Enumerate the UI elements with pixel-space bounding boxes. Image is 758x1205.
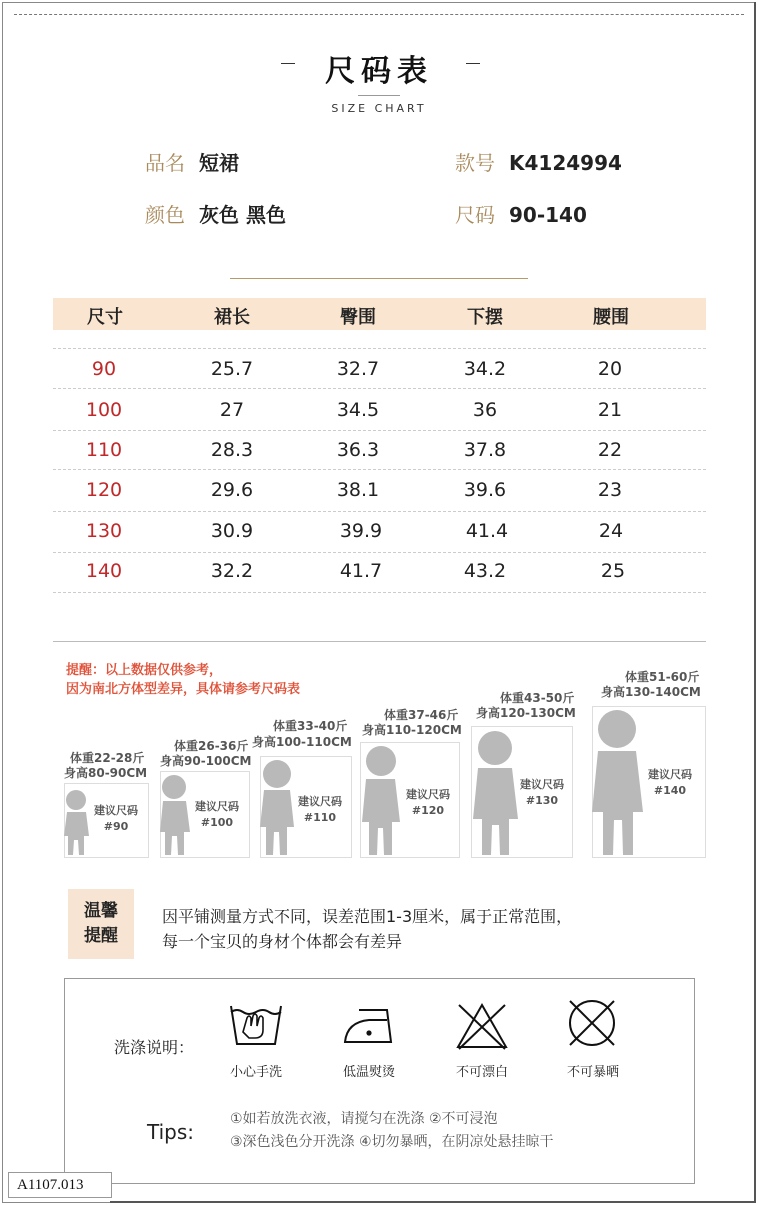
kid-height: 身高110-120CM [362, 723, 462, 737]
kid-weight: 体重37-46斤 [384, 708, 459, 722]
row-divider [53, 511, 706, 512]
table-cell: 41.4 [465, 520, 509, 542]
kid-suggest: 建议尺码 [94, 804, 138, 817]
row-divider [53, 552, 706, 553]
gold-divider [230, 278, 528, 279]
kid-size: #100 [200, 816, 234, 829]
frame-edge-bottom [110, 1201, 756, 1203]
table-cell: 32.2 [210, 560, 254, 582]
kid-suggest: 建议尺码 [520, 778, 564, 791]
notice-line-2: 因为南北方体型差异，具体请参考尺码表 [66, 682, 301, 697]
tips-label: Tips: [147, 1120, 195, 1144]
title-dash-right [466, 63, 480, 64]
table-cell-size: 120 [85, 479, 123, 501]
table-cell: 34.5 [336, 399, 380, 421]
info-style [455, 147, 622, 176]
info-name-value: 短裙 [199, 151, 239, 175]
section-divider [53, 641, 706, 642]
product-code: A1107.013 [8, 1172, 112, 1198]
table-cell: 29.6 [210, 479, 254, 501]
table-cell: 32.7 [336, 358, 380, 380]
info-size-value: 90-140 [509, 203, 587, 227]
table-cell-size: 90 [91, 358, 117, 380]
frame-edge-right [754, 2, 756, 1203]
hand-wash-caption: 小心手洗 [229, 1065, 282, 1080]
table-cell: 43.2 [463, 560, 507, 582]
header-hip: 臀围 [340, 307, 376, 328]
kid-size: #140 [653, 784, 687, 797]
kid-suggest: 建议尺码 [298, 795, 342, 808]
row-divider [53, 348, 706, 349]
table-cell-size: 100 [85, 399, 123, 421]
table-cell: 37.8 [463, 439, 507, 461]
warm-tip-text-1: 因平铺测量方式不同，误差范围1-3厘米，属于正常范围， [162, 907, 573, 926]
info-name-label: 品名 [145, 151, 185, 175]
kid-height: 身高100-110CM [252, 735, 352, 749]
subtitle-rule [358, 95, 400, 96]
table-cell: 20 [597, 358, 623, 380]
top-dashed-divider [14, 14, 744, 15]
row-divider [53, 388, 706, 389]
kid-weight: 体重26-36斤 [174, 739, 249, 753]
info-color-value: 灰色 黑色 [199, 203, 286, 227]
table-cell: 34.2 [463, 358, 507, 380]
low-iron-caption: 低温熨烫 [342, 1065, 395, 1080]
table-cell: 28.3 [210, 439, 254, 461]
notice-line-1: 提醒：以上数据仅供参考， [66, 663, 223, 678]
info-name [145, 147, 239, 176]
warm-tip-text-2: 每一个宝贝的身材个体都会有差异 [162, 932, 403, 951]
child-silhouette-icon [158, 772, 194, 856]
table-cell: 25 [600, 560, 626, 582]
washing-label: 洗涤说明： [114, 1038, 195, 1057]
no-sun-dry-icon [566, 997, 618, 1049]
table-cell: 25.7 [210, 358, 254, 380]
page-subtitle: SIZE CHART [331, 102, 427, 115]
info-style-label: 款号 [455, 151, 495, 175]
info-size [455, 199, 587, 228]
table-cell-size: 140 [85, 560, 123, 582]
kid-size: #130 [525, 794, 559, 807]
row-divider [53, 469, 706, 470]
kid-weight: 体重33-40斤 [273, 719, 348, 733]
kid-height: 身高120-130CM [476, 706, 576, 720]
table-cell: 41.7 [339, 560, 383, 582]
kid-weight: 体重51-60斤 [625, 670, 700, 684]
page-title: 尺码表 [325, 54, 433, 89]
info-style-value: K4124994 [509, 151, 622, 175]
row-divider [53, 592, 706, 593]
header-hem: 下摆 [467, 307, 503, 328]
kid-height: 身高130-140CM [601, 685, 701, 699]
table-cell: 38.1 [336, 479, 380, 501]
kid-height: 身高80-90CM [64, 766, 148, 780]
warm-tip-badge-line1: 温馨 [84, 901, 118, 921]
table-cell: 39.6 [463, 479, 507, 501]
table-cell: 24 [598, 520, 624, 542]
no-sun-dry-caption: 不可暴晒 [566, 1065, 619, 1080]
table-cell-size: 130 [85, 520, 123, 542]
kid-size: #120 [411, 804, 445, 817]
info-size-label: 尺码 [455, 203, 495, 227]
header-waist: 腰围 [593, 307, 629, 328]
tips-line-1: ①如若放洗衣液，请搅匀在洗涤 ②不可浸泡 [230, 1111, 498, 1127]
no-bleach-icon [455, 1001, 509, 1051]
no-bleach-caption: 不可漂白 [455, 1065, 508, 1080]
low-iron-icon [343, 1006, 395, 1046]
table-cell: 21 [597, 399, 623, 421]
table-cell: 36.3 [336, 439, 380, 461]
kid-weight: 体重43-50斤 [500, 691, 575, 705]
table-cell-size: 110 [85, 439, 123, 461]
kid-size: #90 [103, 820, 129, 833]
table-cell: 22 [597, 439, 623, 461]
header-size: 尺寸 [87, 307, 123, 328]
kid-suggest: 建议尺码 [648, 768, 692, 781]
table-cell: 39.9 [339, 520, 383, 542]
table-cell: 36 [472, 399, 498, 421]
hand-wash-icon [229, 1002, 283, 1048]
kid-weight: 体重22-28斤 [70, 751, 145, 765]
kid-suggest: 建议尺码 [406, 788, 450, 801]
row-divider [53, 430, 706, 431]
header-skirt-length: 裙长 [214, 307, 250, 328]
warm-tip-badge-line2: 提醒 [84, 926, 118, 946]
warm-tip-badge [68, 889, 134, 959]
table-cell: 23 [597, 479, 623, 501]
kid-suggest: 建议尺码 [195, 800, 239, 813]
info-color-label: 颜色 [145, 203, 185, 227]
kid-height: 身高90-100CM [160, 754, 252, 768]
table-cell: 27 [219, 399, 245, 421]
kid-size: #110 [303, 811, 337, 824]
table-cell: 30.9 [210, 520, 254, 542]
tips-line-2: ③深色浅色分开洗涤 ④切勿暴晒，在阴凉处悬挂晾干 [230, 1134, 554, 1150]
info-color [145, 199, 286, 228]
